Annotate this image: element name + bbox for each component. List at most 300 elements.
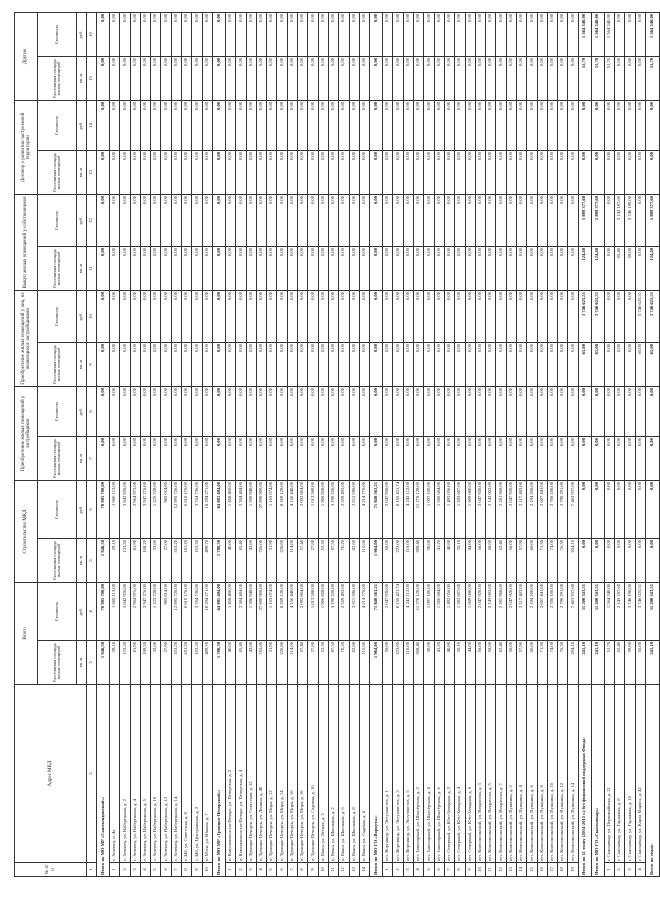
row-address: п. Троицко-Печорск, ул. Мира, д. 14 [277,685,287,863]
row-value: 0,00 [212,342,225,386]
row-number: 1 [110,863,120,877]
row-value: 0,00 [212,12,225,56]
row-value: 0,00 [130,100,140,150]
row-value: 0,00 [192,246,202,290]
row-value: 0,00 [339,342,349,386]
row-value: 0,00 [130,194,140,246]
row-value: 0,00 [110,290,120,342]
row-value: 124,40 [578,246,591,290]
row-value: 0,00 [486,246,496,290]
row-value: 0,00 [287,386,297,436]
row-value: 29,10 [110,538,120,582]
row-address: с. Зеленец, ул. Набережная, д. 5 [140,685,150,863]
row-number: 11 [486,863,496,877]
row-value: 40,00 [225,641,235,685]
row-value: 2 143 002,00 [486,480,496,538]
row-value: 0,00 [591,100,604,150]
row-value: 58,60 [486,641,496,685]
row-value: 0,00 [527,150,537,194]
row-value: 0,00 [192,100,202,150]
row-value: 0,00 [516,386,526,436]
row-value: 0,00 [568,56,578,100]
row-value: 0,00 [140,290,150,342]
row-value: 0,00 [568,150,578,194]
row-value: 0,00 [287,12,297,56]
row-value: 0,00 [298,56,308,100]
table-row [414,12,424,876]
row-value: 0,00 [246,290,256,342]
row-value: 0,00 [547,290,557,342]
row-value: 0,00 [547,150,557,194]
row-value: 0,00 [140,12,150,56]
table-row [182,12,192,876]
row-value: 87,50 [328,641,338,685]
row-value: 0,00 [635,480,645,538]
row-value: 2 607 441,00 [537,582,547,640]
row-value: 2 194 200,00 [527,480,537,538]
row-value: 103,20 [192,538,202,582]
row-value: 0,00 [393,56,403,100]
row-value: 0,00 [298,12,308,56]
header-area-label: Расселяемая площадь жилых помещений [38,342,77,386]
row-value: 1 609 080,00 [465,582,475,640]
row-number: 9 [465,863,475,877]
row-value: 0,00 [393,290,403,342]
row-value: 0,00 [496,246,506,290]
row-value: 0,00 [130,150,140,194]
row-value: 0,00 [370,100,383,150]
row-value: 0,00 [506,436,516,480]
row-value: 0,00 [225,436,235,480]
row-value: 0,00 [130,56,140,100]
row-number: 15 [527,863,537,877]
row-value: 0,00 [604,386,614,436]
row-value: 0,00 [383,194,393,246]
row-value: 0,00 [568,342,578,386]
row-value: 0,00 [328,100,338,150]
row-value: 0,00 [403,56,413,100]
table-row [308,12,318,876]
row-value: 2 194 200,00 [527,582,537,640]
subtotal-row [97,12,110,876]
row-value: 0,00 [287,290,297,342]
row-value: 0,00 [547,436,557,480]
row-address: пгт. Северный, ул. Юго-Западная, д. 4 [455,685,465,863]
row-value: 0,00 [298,386,308,436]
row-value: 0,00 [625,342,635,386]
row-value: 0,00 [267,100,277,150]
row-value: 0,00 [625,12,635,56]
row-value: 1 964,00 [370,538,383,582]
row-value: 0,00 [212,386,225,436]
row-value: 0,00 [414,12,424,56]
row-value: 81,90 [130,538,140,582]
unit-area: кв. м [77,436,87,480]
row-value: 0,00 [465,246,475,290]
row-address: с. Ыб, ул. Советская, д. 8 [182,685,192,863]
row-value: 0,00 [625,480,635,538]
row-address: пгт. Комсомольский, ул. Пушкина, д. 4 [516,685,526,863]
row-value: 76,30 [558,641,568,685]
column-number: 5 [87,538,97,582]
row-address: пгт. Комсомольский, ул. Пушкина, д. 12 [558,685,568,863]
row-value: 41,20 [434,641,444,685]
row-value: 56,00 [383,538,393,582]
row-number: 19 [568,863,578,877]
header-group-contract: Договор о развитии застроенной территории [15,100,38,194]
row-value: 0,00 [308,194,318,246]
row-value: 0,00 [359,290,369,342]
row-value: 0,00 [182,342,192,386]
table-row [516,12,526,876]
row-value: 0,00 [349,150,359,194]
row-value: 31,90 [267,538,277,582]
row-value: 308,40 [414,641,424,685]
row-value: 0,00 [339,100,349,150]
row-value: 0,00 [130,12,140,56]
row-value: 0,00 [120,246,130,290]
row-value: 0,00 [287,246,297,290]
row-value: 0,00 [202,290,212,342]
row-value: 0,00 [256,194,266,246]
row-value: 0,00 [161,12,171,56]
row-value: 0,00 [604,246,614,290]
row-value: 0,00 [256,436,266,480]
row-value: 0,00 [256,246,266,290]
row-value: 0,00 [349,290,359,342]
row-value: 1 013 588,00 [308,480,318,538]
row-value: 0,00 [635,100,645,150]
row-value: 8 155 421,74 [393,582,403,640]
row-value: 114,00 [287,641,297,685]
row-value: 0,00 [277,194,287,246]
row-value: 1 906 858,00 [318,480,328,538]
row-value: 0,00 [615,386,625,436]
row-value: 0,00 [475,194,485,246]
row-value: 1 458 400,00 [225,582,235,640]
row-value: 0,00 [151,386,161,436]
row-value: 0,00 [383,100,393,150]
row-value: 81,90 [130,641,140,685]
row-value: 0,00 [547,56,557,100]
row-value: 0,00 [434,246,444,290]
row-value: 0,00 [192,436,202,480]
row-value: 0,00 [212,56,225,100]
row-value: 35,10 [455,641,465,685]
row-value: 0,00 [97,386,110,436]
table-row [318,12,328,876]
row-value: 0,00 [171,290,181,342]
row-value: 0,00 [615,436,625,480]
row-value: 0,00 [635,56,645,100]
row-value: 5 889 377,60 [591,194,604,246]
row-value: 0,00 [171,436,181,480]
row-value: 0,00 [339,436,349,480]
row-address: с. Зеленец, ул. Набережная, д. 2 [120,685,130,863]
row-value: 0,00 [455,194,465,246]
row-value: 0,00 [236,194,246,246]
row-value: 0,00 [444,290,454,342]
row-value: 27,00 [161,538,171,582]
column-number: 6 [87,480,97,538]
row-value: 0,00 [424,246,434,290]
unit-rub: руб. [77,194,87,246]
row-value: 0,00 [287,436,297,480]
row-value: 0,00 [475,246,485,290]
column-number: 15 [87,56,97,100]
row-address: п. Троицко-Печорск, ул. Мира, д. 18 [298,685,308,863]
row-value: 60,00 [527,538,537,582]
table-row [625,12,635,876]
row-value: 0,00 [434,436,444,480]
row-value: 0,00 [161,150,171,194]
row-value: 0,00 [558,386,568,436]
row-value: 0,00 [246,150,256,194]
row-value: 0,00 [558,436,568,480]
row-value: 0,00 [444,246,454,290]
row-address: с. Ыб, ул. Центральная, д. 2 [192,685,202,863]
unit-area: кв. м [77,150,87,194]
row-value: 2 790 291,00 [558,582,568,640]
row-value: 1 060 113,00 [110,480,120,538]
row-value: 116,00 [403,641,413,685]
row-value: 499,70 [202,538,212,582]
row-number: 8 [182,863,192,877]
column-number: 16 [87,12,97,56]
row-value: 0,00 [328,194,338,246]
row-value: 0,00 [444,436,454,480]
row-value: 0,00 [110,100,120,150]
row-value: 0,00 [202,56,212,100]
row-value: 124,40 [591,246,604,290]
row-value: 2 092 804,00 [298,582,308,640]
header-cost-label: Стоимость [38,480,77,538]
header-column-numbers [87,12,97,876]
table-row [455,12,465,876]
row-value: 0,00 [277,436,287,480]
table-row [359,12,369,876]
header-group-build: Строительство МКД [15,480,38,582]
row-address: с. Зеленец, ул. Набережная, д. 12 [161,685,171,863]
table-row [298,12,308,876]
row-value: 0,00 [308,342,318,386]
row-value: 0,00 [455,56,465,100]
row-value: 0,00 [339,246,349,290]
row-value: 765,00 [256,641,266,685]
row-value: 0,00 [287,194,297,246]
row-value: 0,00 [558,194,568,246]
row-value: 30,00 [424,538,434,582]
row-value: 0,00 [97,246,110,290]
row-value: 65,00 [645,342,659,386]
row-value: 62,40 [496,538,506,582]
row-value: 0,00 [537,12,547,56]
row-value: 0,00 [383,386,393,436]
row-value: 76,30 [558,538,568,582]
row-number: 4 [256,863,266,877]
row-value: 0,00 [140,56,150,100]
row-value: 0,00 [486,436,496,480]
table-row [465,12,475,876]
row-value: 0,00 [328,246,338,290]
row-value: 0,00 [349,342,359,386]
row-value: 0,00 [370,386,383,436]
unit-rub: руб. [77,480,87,538]
row-value: 0,00 [171,100,181,150]
row-value: 1 060 113,00 [110,582,120,640]
row-value: 0,00 [370,342,383,386]
row-value: 0,00 [151,12,161,56]
row-value: 0,00 [192,56,202,100]
row-value: 0,00 [465,100,475,150]
row-address: г. Сыктывкар, ул. Карла Маркса, д. 42 [635,685,645,863]
row-value: 0,00 [151,436,161,480]
row-value: 985 014,00 [161,480,171,538]
row-value: 0,00 [506,56,516,100]
column-number: 4 [87,582,97,640]
table-row [120,12,130,876]
column-number: 2 [87,685,97,863]
row-value: 51,70 [645,56,659,100]
row-value: 0,00 [537,436,547,480]
row-value: 0,00 [202,246,212,290]
row-value: 103,20 [192,641,202,685]
table-row [192,12,202,876]
row-value: 0,00 [434,56,444,100]
row-value: 0,00 [246,436,256,480]
row-value: 2 281 968,00 [496,480,506,538]
row-value: 0,00 [308,290,318,342]
row-value: 765,00 [256,538,266,582]
row-value: 0,00 [496,150,506,194]
row-value: 0,00 [97,56,110,100]
row-value: 2 384 484,00 [236,480,246,538]
row-value: 0,00 [236,100,246,150]
subtotal-row [212,12,225,876]
row-value: 0,00 [225,56,235,100]
row-value: 0,00 [645,538,659,582]
row-value: 1 097 100,00 [424,582,434,640]
unit-rub: руб. [77,582,87,640]
row-value: 0,00 [225,100,235,150]
row-value: 0,00 [359,150,369,194]
row-value: 0,00 [506,342,516,386]
column-number: 10 [87,290,97,342]
row-value: 1 906 858,00 [318,582,328,640]
header-area-label: Расселяемая площадь жилых помещений [38,56,77,100]
row-value: 0,00 [267,342,277,386]
row-value: 0,00 [527,342,537,386]
row-value: 2 559 492,00 [339,582,349,640]
header-cost-label: Стоимость [38,290,77,342]
column-number: 14 [87,100,97,150]
row-value: 0,00 [604,342,614,386]
row-value: 0,00 [202,436,212,480]
row-value: 0,00 [370,150,383,194]
row-value: 30,00 [424,641,434,685]
row-value: 0,00 [359,246,369,290]
row-value: 0,00 [256,150,266,194]
row-value: 0,00 [383,150,393,194]
row-value: 0,00 [171,12,181,56]
row-value: 0,00 [110,150,120,194]
row-number: 9 [192,863,202,877]
row-value: 1 506 684,00 [434,582,444,640]
row-value: 2 281 968,00 [496,582,506,640]
row-value: 0,00 [403,100,413,150]
row-value: 65,00 [591,342,604,386]
row-number: 3 [625,863,635,877]
row-value: 2 384 484,00 [236,582,246,640]
row-value: 0,00 [516,194,526,246]
row-value: 1 564 340,00 [604,582,614,640]
column-number: 8 [87,386,97,436]
table-row [171,12,181,876]
row-value: 0,00 [256,100,266,150]
row-value: 59,00 [625,246,635,290]
row-value: 58,60 [486,538,496,582]
row-value: 27,80 [308,641,318,685]
row-value: 0,00 [558,12,568,56]
row-value: 0,00 [455,246,465,290]
row-value: 0,00 [120,150,130,194]
table-row [287,12,297,876]
row-value: 0,00 [308,12,318,56]
row-value: 0,00 [140,194,150,246]
row-value: 0,00 [298,290,308,342]
row-value: 1 097 100,00 [424,480,434,538]
row-address: пгт. Комсомольский, ул. Некрасова, д. 7 [496,685,506,863]
row-value: 108,20 [140,641,150,685]
row-value: 0,00 [349,100,359,150]
row-value: 0,00 [506,386,516,436]
table-row [151,12,161,876]
row-value: 11 200 343,51 [578,582,591,640]
row-value: 0,00 [256,290,266,342]
row-value: 31,90 [267,641,277,685]
row-value: 0,00 [645,100,659,150]
row-value: 0,00 [604,480,614,538]
row-value: 123,20 [120,641,130,685]
row-value: 0,00 [486,342,496,386]
row-address: п. Комсомольск-на-Печоре, ул. Печорская, д. 4 [236,685,246,863]
row-number: 6 [277,863,287,877]
row-address: с. Зеленец, п. 4а [110,685,120,863]
row-value: 18 294 271,00 [202,480,212,538]
row-number: 2 [120,863,130,877]
row-value: 27 890 900,00 [256,480,266,538]
table-body [97,12,660,876]
row-value: 11 200 343,51 [645,582,659,640]
row-value: 0,00 [236,436,246,480]
row-value: 0,00 [527,436,537,480]
row-value: 353,20 [171,641,181,685]
row-value: 0,00 [236,290,246,342]
header-group-redeem: Выкуп жилых помещений у собственников [15,194,38,290]
row-value: 0,00 [475,150,485,194]
row-value: 0,00 [182,386,192,436]
row-value: 0,00 [516,246,526,290]
row-value: 0,00 [171,342,181,386]
row-value: 0,00 [359,436,369,480]
row-value: 0,00 [267,436,277,480]
table-row [635,12,645,876]
row-value: 985 014,00 [161,582,171,640]
row-value: 0,00 [393,386,403,436]
row-value: 0,00 [537,100,547,150]
row-value: 0,00 [308,436,318,480]
table-row [486,12,496,876]
